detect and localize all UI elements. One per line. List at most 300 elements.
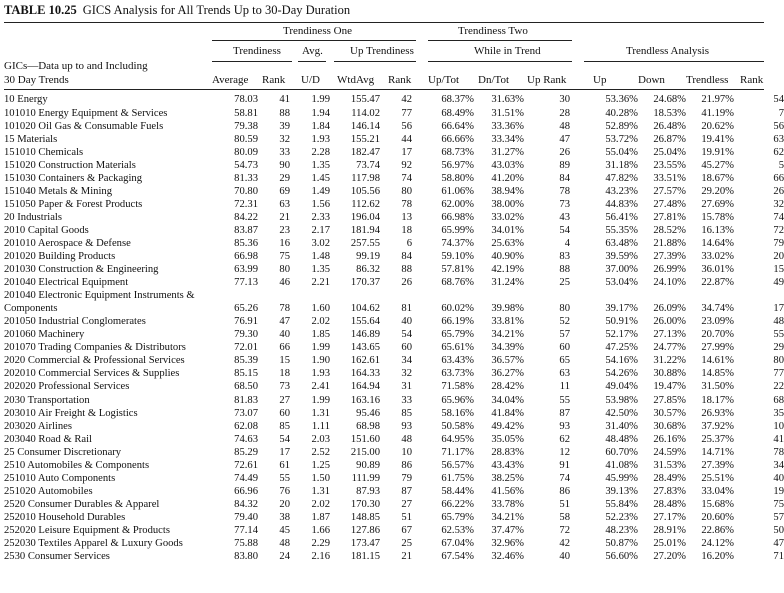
table-row <box>4 433 784 446</box>
cell-dn-tot: 33.34% <box>491 133 524 145</box>
table-row <box>4 198 784 211</box>
cell-down: 31.53% <box>653 459 686 471</box>
cell-dn-tot: 38.94% <box>491 185 524 197</box>
cell-up: 47.82% <box>605 172 638 184</box>
cell-up-rank: 83 <box>559 251 570 263</box>
cell-down: 26.48% <box>653 120 686 132</box>
cell-trendless-rank: 72 <box>773 224 784 236</box>
cell-average: 85.36 <box>234 237 258 249</box>
cell-rank: 78 <box>279 303 290 315</box>
row-label: 2030 Transportation <box>4 394 90 406</box>
cell-up: 49.04% <box>605 381 638 393</box>
cell-up-rank: 25 <box>559 277 570 289</box>
cell-rank: 63 <box>279 198 290 210</box>
table-row <box>4 238 784 251</box>
table-row <box>4 498 784 511</box>
cell-wtdavg: 164.33 <box>350 368 380 380</box>
cell-up-rank-col: 56 <box>401 120 412 132</box>
cell-up-rank-col: 26 <box>401 277 412 289</box>
cell-up-rank-col: 51 <box>401 511 412 523</box>
cell-trendless-rank: 77 <box>773 368 784 380</box>
cell-down: 24.59% <box>653 446 686 458</box>
cell-wtdavg: 257.55 <box>350 237 380 249</box>
cell-up-tot: 71.17% <box>441 446 474 458</box>
cell-up-rank-col: 40 <box>401 316 412 328</box>
row-label-header-line2: 30 Day Trends <box>4 74 69 86</box>
cell-trendless: 19.41% <box>701 133 734 145</box>
cell-down: 33.51% <box>653 172 686 184</box>
cell-rank: 20 <box>279 498 290 510</box>
cell-trendless: 14.71% <box>701 446 734 458</box>
cell-trendless: 33.04% <box>701 485 734 497</box>
row-label: 2010 Capital Goods <box>4 224 89 236</box>
cell-ud: 2.02 <box>311 316 330 328</box>
cell-trendless-rank: 15 <box>773 264 784 276</box>
cell-rank: 85 <box>279 420 290 432</box>
header-trendiness-one: Trendiness One <box>283 25 352 37</box>
cell-up-rank-col: 48 <box>401 433 412 445</box>
cell-rank: 66 <box>279 342 290 354</box>
cell-ud: 1.60 <box>311 303 330 315</box>
cell-trendless: 15.78% <box>701 211 734 223</box>
cell-wtdavg: 68.98 <box>356 420 380 432</box>
cell-trendless: 31.50% <box>701 381 734 393</box>
cell-up-tot: 58.16% <box>441 407 474 419</box>
cell-down: 28.48% <box>653 498 686 510</box>
cell-wtdavg: 164.94 <box>350 381 380 393</box>
cell-rank: 46 <box>279 277 290 289</box>
row-label: 101010 Energy Equipment & Services <box>4 107 168 119</box>
cell-up-rank-col: 87 <box>401 485 412 497</box>
table-row <box>4 107 784 120</box>
cell-dn-tot: 36.27% <box>491 368 524 380</box>
cell-average: 84.32 <box>234 498 258 510</box>
cell-up-tot: 66.19% <box>441 316 474 328</box>
cell-average: 80.59 <box>234 133 258 145</box>
cell-ud: 2.33 <box>311 211 330 223</box>
row-label: 151040 Metals & Mining <box>4 185 112 197</box>
cell-dn-tot: 31.51% <box>491 107 524 119</box>
cell-average: 74.63 <box>234 433 258 445</box>
cell-average: 85.39 <box>234 355 258 367</box>
cell-dn-tot: 28.42% <box>491 381 524 393</box>
cell-trendless-rank: 80 <box>773 355 784 367</box>
table-row <box>4 551 784 564</box>
row-label: 202010 Commercial Services & Supplies <box>4 368 180 380</box>
row-label: 252010 Household Durables <box>4 511 126 523</box>
table-row <box>4 355 784 368</box>
cell-up-tot: 64.95% <box>441 433 474 445</box>
cell-dn-tot: 49.42% <box>491 420 524 432</box>
cell-ud: 1.31 <box>311 485 330 497</box>
cell-average: 81.83 <box>234 394 258 406</box>
col-header-ud: U/D <box>301 74 320 86</box>
row-label: 2520 Consumer Durables & Apparel <box>4 498 160 510</box>
cell-up-rank: 30 <box>559 94 570 106</box>
header-trendiness-two: Trendiness Two <box>458 25 528 37</box>
table-row <box>4 316 784 329</box>
cell-up-rank: 51 <box>559 498 570 510</box>
cell-rank: 39 <box>279 120 290 132</box>
cell-average: 77.14 <box>234 525 258 536</box>
cell-trendless: 15.68% <box>701 498 734 510</box>
cell-dn-tot: 33.02% <box>491 211 524 223</box>
cell-wtdavg: 114.02 <box>351 107 380 119</box>
table-row <box>4 525 784 538</box>
cell-wtdavg: 148.85 <box>350 511 380 523</box>
cell-trendless: 37.92% <box>701 420 734 432</box>
cell-up-rank: 91 <box>559 459 570 471</box>
cell-up-tot: 68.49% <box>441 107 474 119</box>
cell-up: 48.48% <box>605 433 638 445</box>
cell-ud: 1.50 <box>311 472 330 484</box>
cell-ud: 1.84 <box>311 120 330 132</box>
cell-rank: 61 <box>279 459 290 471</box>
cell-up: 47.25% <box>605 342 638 354</box>
cell-down: 27.81% <box>653 211 686 223</box>
cell-trendless: 25.51% <box>701 472 734 484</box>
cell-up-tot: 56.97% <box>441 159 474 171</box>
cell-up-rank: 93 <box>559 420 570 432</box>
cell-up-rank: 47 <box>559 133 570 145</box>
cell-dn-tot: 43.43% <box>491 459 524 471</box>
cell-trendless-rank: 7 <box>778 107 784 119</box>
cell-dn-tot: 34.21% <box>491 329 524 341</box>
cell-trendless-rank: 34 <box>773 459 784 471</box>
cell-up-rank: 87 <box>559 407 570 419</box>
row-label: 151020 Construction Materials <box>4 159 136 171</box>
cell-up: 55.84% <box>605 498 638 510</box>
group-rule-one <box>212 40 416 41</box>
col-header-wtdavg: WtdAvg <box>337 74 375 86</box>
row-label: 203010 Air Freight & Logistics <box>4 407 138 419</box>
cell-rank: 47 <box>279 316 290 328</box>
cell-up-rank: 84 <box>559 172 570 184</box>
table-row <box>4 146 784 159</box>
cell-wtdavg: 90.89 <box>356 459 380 471</box>
cell-up-rank: 63 <box>559 368 570 380</box>
cell-trendless: 20.60% <box>701 511 734 523</box>
cell-up-rank: 89 <box>559 159 570 171</box>
cell-up-rank-col: 13 <box>401 211 412 223</box>
cell-rank: 48 <box>279 538 290 550</box>
col-header-up-tot: Up/Tot <box>428 74 460 86</box>
cell-rank: 75 <box>279 251 290 263</box>
row-label: 201040 Electronic Equipment Instruments & <box>4 290 195 302</box>
table-row <box>4 94 784 107</box>
table-row <box>4 159 784 172</box>
cell-wtdavg: 181.15 <box>350 551 380 563</box>
table-row <box>4 512 784 525</box>
cell-trendless-rank: 40 <box>773 472 784 484</box>
row-label: 251010 Auto Components <box>4 472 116 484</box>
cell-average: 63.99 <box>234 264 258 276</box>
data-table <box>4 94 784 564</box>
cell-down: 27.20% <box>653 551 686 563</box>
cell-trendless: 16.20% <box>701 551 734 563</box>
cell-ud: 1.99 <box>311 342 330 354</box>
cell-trendless-rank: 56 <box>773 120 784 132</box>
cell-wtdavg: 111.99 <box>351 472 380 484</box>
cell-ud: 1.48 <box>311 251 330 263</box>
cell-trendless-rank: 29 <box>773 342 784 354</box>
cell-up-rank-col: 10 <box>401 446 412 458</box>
cell-trendless-rank: 66 <box>773 172 784 184</box>
cell-wtdavg: 117.98 <box>351 172 380 184</box>
col-header-average: Average <box>212 74 249 86</box>
cell-ud: 1.87 <box>311 511 330 523</box>
row-label: 2020 Commercial & Professional Services <box>4 355 185 367</box>
cell-wtdavg: 95.46 <box>356 407 380 419</box>
cell-dn-tot: 33.36% <box>491 120 524 132</box>
row-label: 10 Energy <box>4 94 48 106</box>
cell-rank: 29 <box>279 172 290 184</box>
cell-average: 75.88 <box>234 538 258 550</box>
cell-down: 30.57% <box>653 407 686 419</box>
cell-wtdavg: 151.60 <box>350 433 380 445</box>
row-label: 20 Industrials <box>4 211 62 223</box>
cell-up: 56.60% <box>605 551 638 563</box>
cell-trendless-rank: 26 <box>773 185 784 197</box>
cell-dn-tot: 37.47% <box>491 525 524 536</box>
cell-trendless: 20.70% <box>701 329 734 341</box>
cell-up: 48.23% <box>605 525 638 536</box>
row-label: 252020 Leisure Equipment & Products <box>4 525 170 536</box>
cell-up: 39.59% <box>605 251 638 263</box>
cell-rank: 54 <box>279 433 290 445</box>
cell-up-tot: 61.06% <box>441 185 474 197</box>
table-caption: GICS Analysis for All Trends Up to 30-Day Duration <box>82 3 351 17</box>
cell-up-rank: 73 <box>559 198 570 210</box>
cell-average: 62.08 <box>234 420 258 432</box>
cell-ud: 1.35 <box>311 264 330 276</box>
cell-down: 26.87% <box>653 133 686 145</box>
cell-up-rank: 62 <box>559 433 570 445</box>
cell-ud: 2.29 <box>311 538 330 550</box>
cell-wtdavg: 112.62 <box>351 198 380 210</box>
cell-trendless-rank: 79 <box>773 237 784 249</box>
table-row <box>4 368 784 381</box>
cell-dn-tot: 33.81% <box>491 316 524 328</box>
cell-wtdavg: 105.56 <box>350 185 380 197</box>
cell-ud: 1.99 <box>311 94 330 106</box>
col-header-rank-1: Rank <box>262 74 286 86</box>
subgroup-rule-avg <box>298 61 326 62</box>
header-trendiness: Trendiness <box>233 45 281 57</box>
cell-up-tot: 62.00% <box>441 198 474 210</box>
cell-wtdavg: 170.37 <box>350 277 380 289</box>
col-header-trendless: Trendless <box>686 74 729 86</box>
cell-ud: 1.31 <box>311 407 330 419</box>
cell-up-rank-col: 17 <box>401 146 412 158</box>
cell-up-rank-col: 79 <box>401 472 412 484</box>
cell-ud: 1.56 <box>311 198 330 210</box>
cell-rank: 38 <box>279 511 290 523</box>
cell-trendless-rank: 71 <box>773 551 784 563</box>
cell-rank: 21 <box>279 211 290 223</box>
cell-trendless: 14.61% <box>701 355 734 367</box>
cell-up-rank: 54 <box>559 224 570 236</box>
table-row <box>4 120 784 133</box>
cell-rank: 80 <box>279 264 290 276</box>
cell-up-rank: 43 <box>559 211 570 223</box>
cell-up-rank: 4 <box>564 237 570 249</box>
cell-average: 76.91 <box>234 316 258 328</box>
cell-average: 83.87 <box>234 224 258 236</box>
cell-up: 54.26% <box>605 368 638 380</box>
cell-average: 80.09 <box>234 146 258 158</box>
cell-rank: 17 <box>279 446 290 458</box>
table-row <box>4 329 784 342</box>
table-title <box>4 3 350 18</box>
cell-up: 31.40% <box>605 420 638 432</box>
cell-up: 37.00% <box>605 264 638 276</box>
cell-average: 54.73 <box>234 159 258 171</box>
cell-wtdavg: 173.47 <box>350 538 380 550</box>
cell-down: 27.13% <box>653 329 686 341</box>
cell-wtdavg: 215.00 <box>350 446 380 458</box>
cell-up: 39.17% <box>605 303 638 315</box>
cell-up-tot: 60.02% <box>441 303 474 315</box>
cell-ud: 1.93 <box>311 368 330 380</box>
cell-down: 24.68% <box>653 94 686 106</box>
table-row <box>4 381 784 394</box>
cell-trendless-rank: 54 <box>773 94 784 106</box>
cell-dn-tot: 32.96% <box>491 538 524 550</box>
cell-up-rank-col: 54 <box>401 329 412 341</box>
cell-up: 43.23% <box>605 185 638 197</box>
cell-dn-tot: 35.05% <box>491 433 524 445</box>
row-label: 2530 Consumer Services <box>4 551 110 563</box>
cell-up-rank: 55 <box>559 394 570 406</box>
cell-trendless: 18.67% <box>701 172 734 184</box>
cell-average: 66.96 <box>234 485 258 497</box>
cell-up-rank-col: 18 <box>401 224 412 236</box>
cell-up-tot: 65.79% <box>441 511 474 523</box>
cell-up-tot: 63.43% <box>441 355 474 367</box>
cell-up-tot: 65.96% <box>441 394 474 406</box>
cell-trendless-rank: 57 <box>773 511 784 523</box>
cell-up-tot: 62.53% <box>441 525 474 536</box>
cell-dn-tot: 38.25% <box>491 472 524 484</box>
cell-up-rank: 74 <box>559 472 570 484</box>
cell-up-rank-col: 93 <box>401 420 412 432</box>
cell-up-rank: 28 <box>559 107 570 119</box>
cell-trendless: 19.91% <box>701 146 734 158</box>
cell-trendless: 14.64% <box>701 237 734 249</box>
cell-up-tot: 65.79% <box>441 329 474 341</box>
cell-up-rank-col: 77 <box>401 107 412 119</box>
cell-average: 81.33 <box>234 172 258 184</box>
cell-up: 50.87% <box>605 538 638 550</box>
cell-trendless: 27.39% <box>701 459 734 471</box>
cell-ud: 1.11 <box>311 420 330 432</box>
cell-up-rank: 48 <box>559 120 570 132</box>
cell-trendless-rank: 32 <box>773 198 784 210</box>
cell-rank: 24 <box>279 551 290 563</box>
cell-wtdavg: 155.47 <box>350 94 380 106</box>
cell-down: 30.88% <box>653 368 686 380</box>
cell-up-rank: 12 <box>559 446 570 458</box>
cell-up-rank-col: 21 <box>401 551 412 563</box>
cell-up-tot: 68.76% <box>441 277 474 289</box>
cell-up: 53.98% <box>605 394 638 406</box>
cell-trendless: 25.37% <box>701 433 734 445</box>
cell-down: 26.00% <box>653 316 686 328</box>
cell-up-tot: 74.37% <box>441 237 474 249</box>
cell-dn-tot: 33.78% <box>491 498 524 510</box>
row-label: 2510 Automobiles & Components <box>4 459 150 471</box>
cell-wtdavg: 143.65 <box>350 342 380 354</box>
cell-average: 70.80 <box>234 185 258 197</box>
cell-up-tot: 59.10% <box>441 251 474 263</box>
cell-trendless-rank: 68 <box>773 394 784 406</box>
cell-up-rank: 72 <box>559 525 570 536</box>
cell-trendless: 18.17% <box>701 394 734 406</box>
row-label: 151030 Containers & Packaging <box>4 172 142 184</box>
row-label: 15 Materials <box>4 133 58 145</box>
cell-up: 54.16% <box>605 355 638 367</box>
cell-trendless: 22.86% <box>701 525 734 536</box>
cell-up-rank: 80 <box>559 303 570 315</box>
cell-wtdavg: 99.19 <box>356 251 380 263</box>
cell-dn-tot: 39.98% <box>491 303 524 315</box>
cell-down: 19.47% <box>653 381 686 393</box>
cell-trendless: 34.74% <box>701 303 734 315</box>
cell-down: 28.49% <box>653 472 686 484</box>
cell-rank: 90 <box>279 159 290 171</box>
cell-ud: 1.85 <box>311 329 330 341</box>
cell-wtdavg: 104.62 <box>350 303 380 315</box>
cell-up-rank-col: 27 <box>401 498 412 510</box>
cell-average: 72.31 <box>234 198 258 210</box>
cell-trendless: 41.19% <box>701 107 734 119</box>
cell-down: 26.16% <box>653 433 686 445</box>
cell-dn-tot: 41.84% <box>491 407 524 419</box>
cell-wtdavg: 73.74 <box>356 159 380 171</box>
cell-up-rank-col: 74 <box>401 172 412 184</box>
cell-trendless-rank: 55 <box>773 329 784 341</box>
cell-wtdavg: 155.21 <box>350 133 380 145</box>
cell-average: 79.38 <box>234 120 258 132</box>
cell-trendless: 24.12% <box>701 538 734 550</box>
cell-average: 68.50 <box>234 381 258 393</box>
cell-average: 58.81 <box>234 107 258 119</box>
row-label: 252030 Textiles Apparel & Luxury Goods <box>4 538 183 550</box>
subgroup-rule-trendless <box>584 61 764 62</box>
cell-trendless: 45.27% <box>701 159 734 171</box>
cell-up-rank-col: 25 <box>401 538 412 550</box>
cell-trendless: 33.02% <box>701 251 734 263</box>
table-row <box>4 394 784 407</box>
cell-trendless: 20.62% <box>701 120 734 132</box>
cell-trendless-rank: 63 <box>773 133 784 145</box>
row-label: 101020 Oil Gas & Consumable Fuels <box>4 120 164 132</box>
cell-average: 72.01 <box>234 342 258 354</box>
cell-average: 79.40 <box>234 511 258 523</box>
cell-rank: 41 <box>279 94 290 106</box>
col-header-rank-3: Rank <box>740 74 764 86</box>
cell-down: 27.57% <box>653 185 686 197</box>
cell-dn-tot: 40.90% <box>491 251 524 263</box>
col-header-up-rank: Up Rank <box>527 74 567 86</box>
cell-ud: 2.02 <box>311 498 330 510</box>
cell-down: 25.04% <box>653 146 686 158</box>
cell-up: 31.18% <box>605 159 638 171</box>
cell-up: 60.70% <box>605 446 638 458</box>
cell-trendless-rank: 22 <box>773 381 784 393</box>
cell-down: 28.91% <box>653 525 686 536</box>
